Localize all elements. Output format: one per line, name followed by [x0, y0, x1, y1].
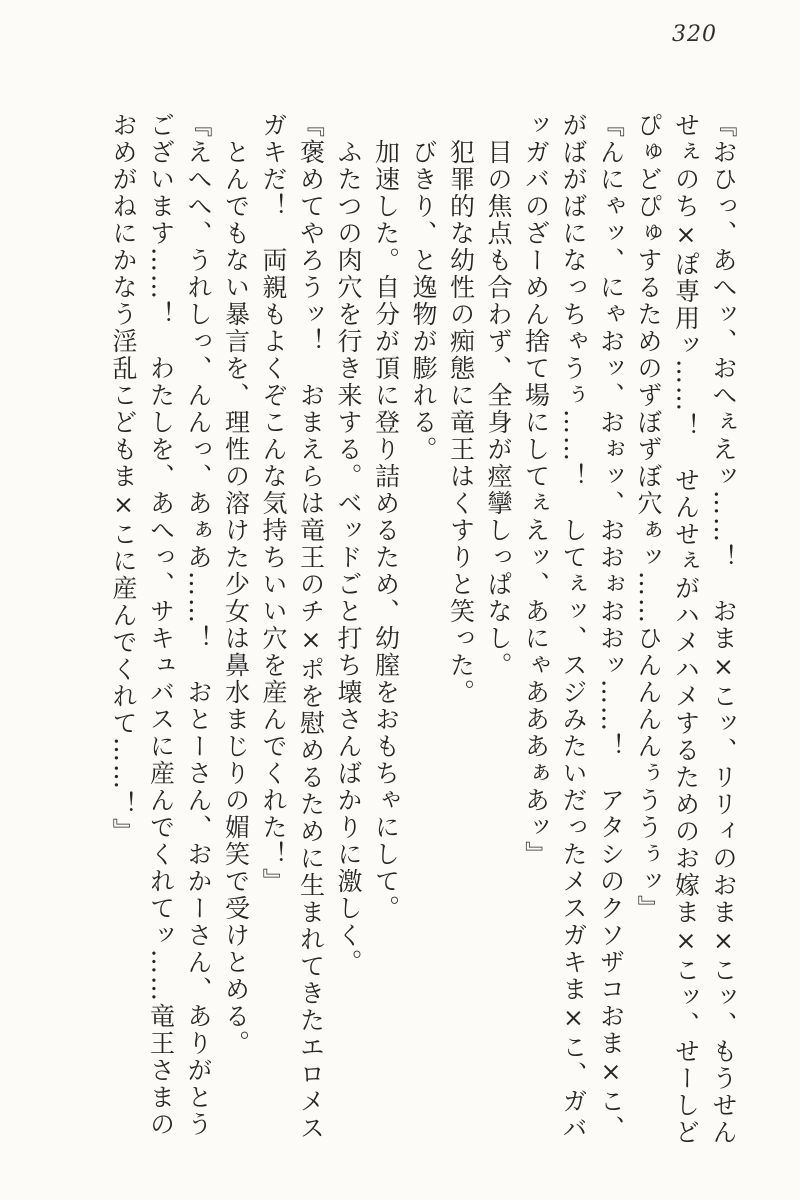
text-line: とんでもない暴言を、理性の溶けた少女は鼻水まじりの媚笑で受けとめる。 — [221, 139, 251, 1057]
text-line: 『褒めてやろうッ！ おまえらは竜王のチ×ポを慰めるために生まれてきたエロメス — [296, 112, 326, 1142]
text-line: せぇのち×ぽ専用ッ……！ せんせぇがハメハメするためのお嫁ま×こッ、せーしど — [671, 112, 701, 1146]
page-number: 320 — [672, 22, 717, 47]
text-line: ッガバのざーめん捨て場にしてぇえッ、あにゃあああぁあッ』 — [521, 112, 551, 868]
text-area — [105, 112, 743, 1150]
text-line: 『えへへ、うれしっ、んんっ、あぁあ……！ おとーさん、おかーさん、ありがとう — [184, 112, 213, 1138]
text-line: おめがねにかなう淫乱こどもま×こに産んでくれて……！』 — [109, 112, 138, 845]
text-line: 加速した。自分が頂に登り詰めるため、幼膣をおもちゃにして。 — [371, 139, 401, 922]
text-line: びきり、と逸物が膨れる。 — [409, 139, 438, 463]
text-line: 目の焦点も合わず、全身が痙攣しっぱなし。 — [484, 139, 513, 679]
text-line: がばがばになっちゃうぅ……！ してぇッ、スジみたいだったメスガキま×こ、ガバ — [559, 112, 588, 1142]
text-line: 犯罪的な幼性の痴態に竜王はくすりと笑った。 — [446, 139, 476, 706]
text-line: ぴゅどぴゅするためのずぼずぼ穴ぁッ……ひんんんんぅううぅッ』 — [634, 112, 663, 922]
text-line: ふたつの肉穴を行き来する。ベッドごと打ち壊さんばかりに激しく。 — [334, 139, 363, 976]
text-line: 『んにゃッ、にゃおッ、おぉッ、おおぉおおッ……！ アタシのクソザコおま×こ、 — [596, 112, 626, 1142]
text-line: 『おひっ、あへッ、おへぇえッ……！ おま×こッ、リリィのおま×こッ、もうせん — [709, 112, 738, 1146]
text-line: ガキだ！ 両親もよくぞこんな気持ちいい穴を産んでくれた！』 — [259, 112, 288, 895]
text-line: ございます……！ わたしを、あへっ、サキュバスに産んでくれてッ……竜王さまの — [146, 112, 176, 1138]
